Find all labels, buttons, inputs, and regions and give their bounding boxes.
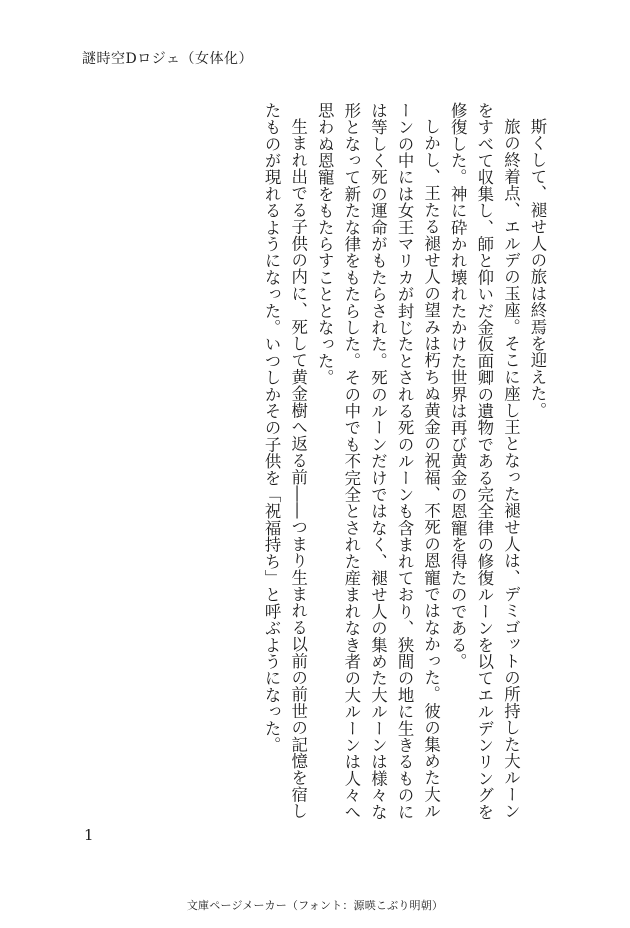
paragraph-4: 生まれ出でる子供の内に、死して黄金樹へ返る前――つまり生まれる以前の前世の記憶を宿したものが現れるようになった。いつしかその子供を「祝福持ち」と呼ぶようになった。 xyxy=(262,102,308,820)
paragraph-3: しかし、王たる褪せ人の望みは朽ちぬ黄金の祝福、不死の恩寵ではなかった。彼の集めた大ルーンの中には女王マリカが封じたとされる死のルーンも含まれており、狭間の地に生きるものには等しく死の運命がもたらされた。死のルーンだけではなく、褪せ人の集めた大ルーンは様々な形となって新たな律をもたらした。その中でも不完全とされた産まれなき者の大ルーンは人々へ思わぬ恩寵をもたらすこととなった。 xyxy=(315,102,441,821)
footer-credit: 文庫ページメーカー（フォント：源暎こぶり明朝） xyxy=(186,899,444,912)
document-title: 謎時空Dロジェ（女体化） xyxy=(82,51,253,67)
paragraph-1: 斯くして、褪せ人の旅は終焉を迎えた。 xyxy=(528,118,547,419)
page-number: 1 xyxy=(84,826,94,844)
vertical-body-text xyxy=(257,102,550,822)
paragraph-2: 旅の終着点、エルデの玉座。そこに座し王となった褪せ人は、デミゴットの所持した大ルーンをすべて収集し、師と仰いだ金仮面卿の遺物である完全律の修復ルーンを以てエルデンリングを修復した。神に砕かれ壊れたかけた世界は再び黄金の恩寵を得たのである。 xyxy=(448,102,521,821)
